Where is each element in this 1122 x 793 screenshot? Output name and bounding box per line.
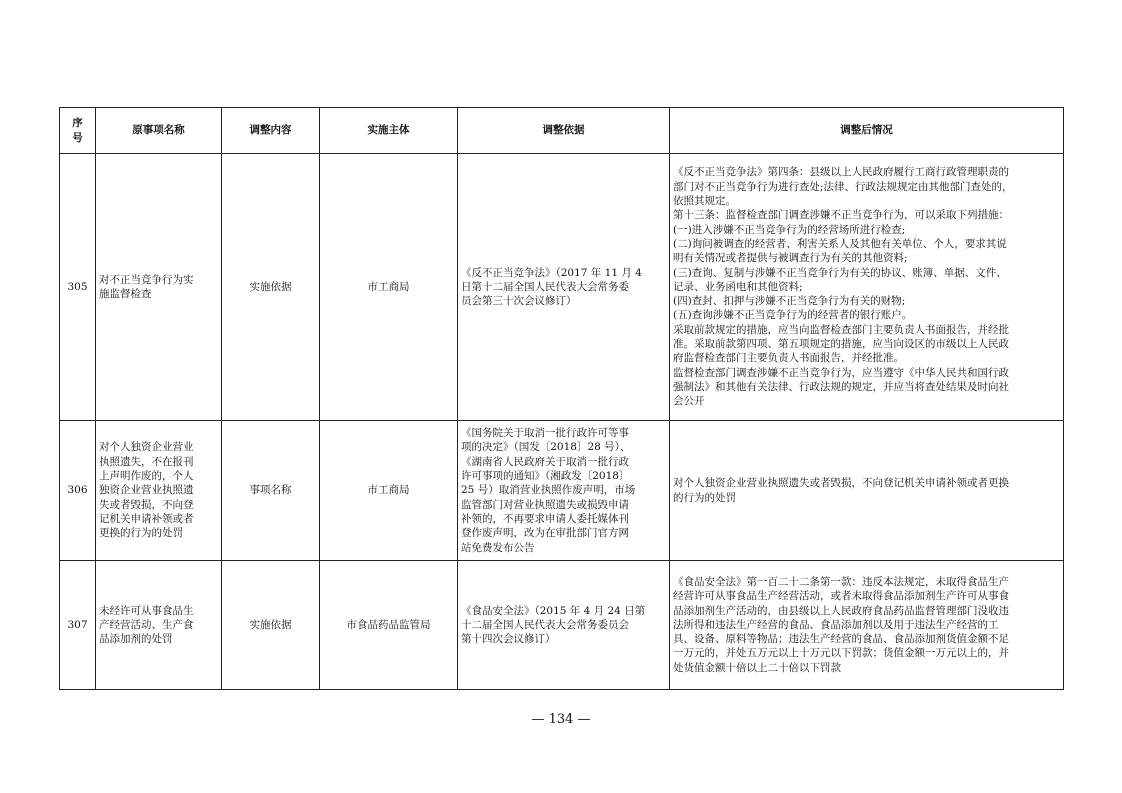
table-row (60, 421, 1064, 561)
header-original-item-name: 原事项名称 (96, 108, 222, 154)
cell-seq: 307 (60, 561, 96, 690)
cell-implementing-subject: 市工商局 (320, 421, 458, 561)
adjustment-table (59, 107, 1064, 690)
header-adjustment-basis: 调整依据 (458, 108, 670, 154)
header-after-adjustment: 调整后情况 (670, 108, 1064, 154)
cell-adjustment-basis: 《反不正当竞争法》（2017 年 11 月 4 日第十二届全国人民代表大会常务委 员会第三十次会议修订） (458, 154, 670, 421)
cell-adjustment-basis: 《国务院关于取消一批行政许可等事 项的决定》（国发〔2018〕28 号）、 《湖南省人民政府关于取消一批行政 许可事项的通知》（湘政发〔2018〕 25 号）取消营业执照作废声明，市场 监管部门对营业执照遗失或损毁申请 补领的，不再要求申请人委托媒体刊 登作废声明，改为在审批部门官方网 站免费发布公告 (458, 421, 670, 561)
table-row (60, 154, 1064, 421)
cell-adjustment-content: 实施依据 (222, 561, 320, 690)
cell-original-item-name: 对不正当竞争行为实 施监督检查 (96, 154, 222, 421)
cell-after-adjustment: 《反不正当竞争法》第四条：县级以上人民政府履行工商行政管理职责的 部门对不正当竞争行为进行查处;法律、行政法规规定由其他部门查处的， 依照其规定。 第十三条：监督检查部门调查涉嫌不正当竞争行为，可以采取下列措施： (一)进入涉嫌不正当竞争行为的经营场所进行检查; (二)询问被调查的经营者、利害关系人及其他有关单位、个人，要求其说 明有关情况或者提供与被调查行为有关的其他资料; (三)查询、复制与涉嫌不正当竞争行为有关的协议、账簿、单据、文件、 记录、业务函电和其他资料; (四)查封、扣押与涉嫌不正当竞争行为有关的财物; (五)查询涉嫌不正当竞争行为的经营者的银行账户。 采取前款规定的措施，应当向监督检查部门主要负责人书面报告，并经批 准。采取前款第四项、第五项规定的措施，应当向设区的市级以上人民政 府监督检查部门主要负责人书面报告，并经批准。 监督检查部门调查涉嫌不正当竞争行为，应当遵守《中华人民共和国行政 强制法》和其他有关法律、行政法规的规定，并应当将查处结果及时向社 会公开 (670, 154, 1064, 421)
cell-implementing-subject: 市工商局 (320, 154, 458, 421)
cell-adjustment-content: 实施依据 (222, 154, 320, 421)
cell-seq: 305 (60, 154, 96, 421)
header-seq: 序 号 (60, 108, 96, 154)
cell-seq: 306 (60, 421, 96, 561)
cell-after-adjustment: 对个人独资企业营业执照遗失或者毁损，不向登记机关申请补领或者更换 的行为的处罚 (670, 421, 1064, 561)
cell-implementing-subject: 市食品药品监管局 (320, 561, 458, 690)
cell-adjustment-content: 事项名称 (222, 421, 320, 561)
cell-adjustment-basis: 《食品安全法》（2015 年 4 月 24 日第 十二届全国人民代表大会常务委员会 第十四次会议修订） (458, 561, 670, 690)
header-implementing-subject: 实施主体 (320, 108, 458, 154)
cell-after-adjustment: 《食品安全法》第一百二十二条第一款：违反本法规定，未取得食品生产 经营许可从事食品生产经营活动，或者未取得食品添加剂生产许可从事食 品添加剂生产活动的，由县级以上人民政府食品药品监督管理部门没收违 法所得和违法生产经营的食品、食品添加剂以及用于违法生产经营的工 具、设备、原料等物品；违法生产经营的食品、食品添加剂货值金额不足 一万元的，并处五万元以上十万元以下罚款；货值金额一万元以上的，并 处货值金额十倍以上二十倍以下罚款 (670, 561, 1064, 690)
table-header-row (60, 108, 1064, 154)
header-adjustment-content: 调整内容 (222, 108, 320, 154)
table-row (60, 561, 1064, 690)
cell-original-item-name: 对个人独资企业营业 执照遗失，不在报刊 上声明作废的，个人 独资企业营业执照遗 失或者毁损，不向登 记机关申请补领或者 更换的行为的处罚 (96, 421, 222, 561)
page-number: — 134 — (531, 712, 591, 727)
cell-original-item-name: 未经许可从事食品生 产经营活动、生产食 品添加剂的处罚 (96, 561, 222, 690)
